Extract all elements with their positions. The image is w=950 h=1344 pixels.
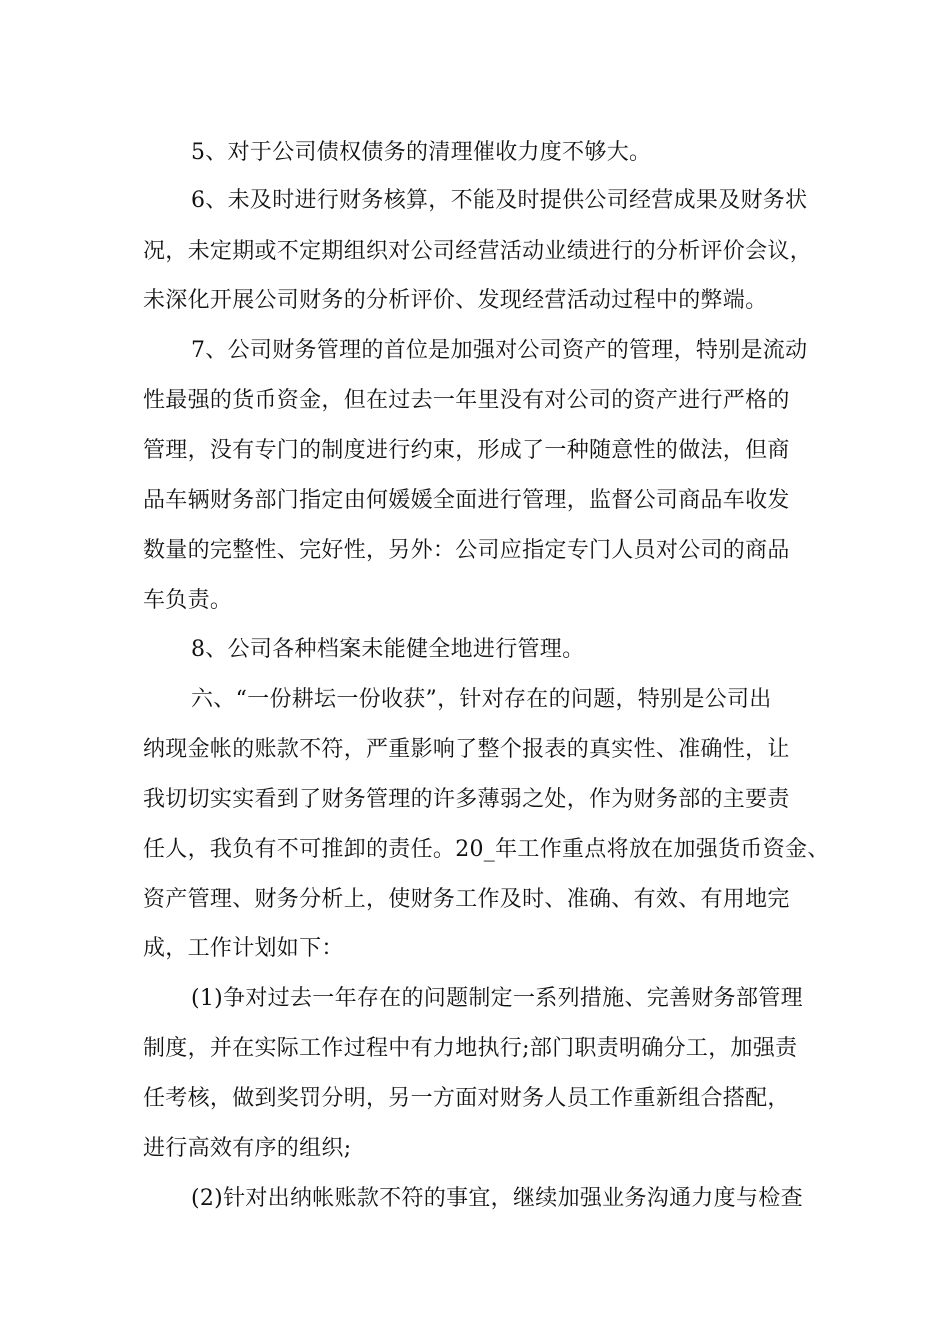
text-line: 六、“一份耕坛一份收获”，针对存在的问题，特别是公司出 <box>191 687 772 712</box>
text-line: 管理，没有专门的制度进行约束，形成了一种随意性的做法，但商 <box>143 438 790 463</box>
text-line: 任人，我负有不可推卸的责任。20_年工作重点将放在加强货币资金、 <box>143 837 830 862</box>
text-line: 我切切实实看到了财务管理的许多薄弱之处，作为财务部的主要责 <box>143 787 790 812</box>
text-line: 7、公司财务管理的首位是加强对公司资产的管理，特别是流动 <box>191 338 808 363</box>
text-line: 况，未定期或不定期组织对公司经营活动业绩进行的分析评价会议， <box>143 239 813 264</box>
text-line: 品车辆财务部门指定由何媛媛全面进行管理，监督公司商品车收发 <box>143 488 790 513</box>
text-line: 纳现金帐的账款不符，严重影响了整个报表的真实性、准确性，让 <box>143 737 790 762</box>
text-line: 6、未及时进行财务核算，不能及时提供公司经营成果及财务状 <box>191 188 808 213</box>
text-line: 成，工作计划如下： <box>143 936 344 961</box>
text-line: 8、公司各种档案未能健全地进行管理。 <box>191 637 585 662</box>
text-line: 5、对于公司债权债务的清理催收力度不够大。 <box>191 140 652 165</box>
text-line: 数量的完整性、完好性，另外：公司应指定专门人员对公司的商品 <box>143 538 790 563</box>
text-line: 性最强的货币资金，但在过去一年里没有对公司的资产进行严格的 <box>143 388 790 413</box>
text-line: 未深化开展公司财务的分析评价、发现经营活动过程中的弊端。 <box>143 288 768 313</box>
text-line: 制度，并在实际工作过程中有力地执行;部门职责明确分工，加强责 <box>143 1036 798 1061</box>
text-line: (1)争对过去一年存在的问题制定一系列措施、完善财务部管理 <box>191 986 803 1011</box>
text-line: 车负责。 <box>143 588 233 613</box>
text-line: 任考核，做到奖罚分明，另一方面对财务人员工作重新组合搭配， <box>143 1086 790 1111</box>
text-line: 进行高效有序的组织; <box>143 1136 352 1161</box>
text-line: (2)针对出纳帐账款不符的事宜，继续加强业务沟通力度与检查 <box>191 1186 803 1211</box>
text-line: 资产管理、财务分析上，使财务工作及时、准确、有效、有用地完 <box>143 887 790 912</box>
